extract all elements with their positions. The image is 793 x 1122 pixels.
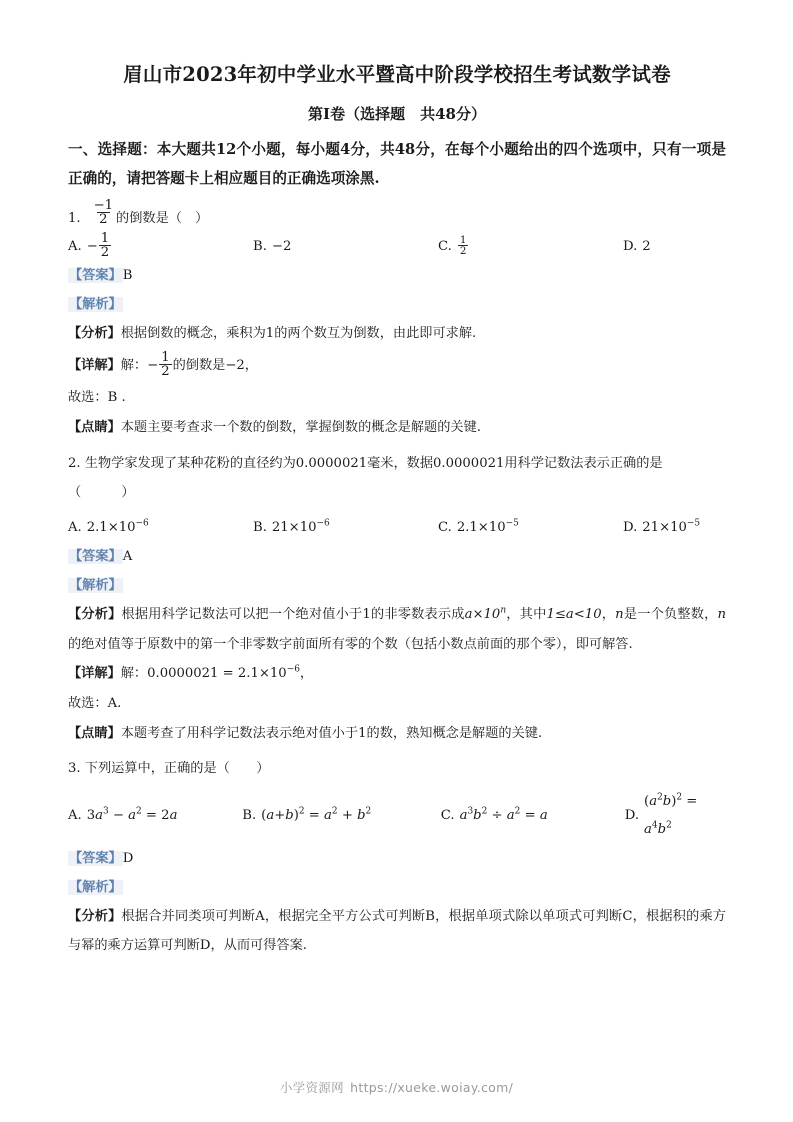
question-3-analysis-label-line xyxy=(68,873,726,902)
question-2-choose xyxy=(68,689,726,719)
option-b-label: B. xyxy=(253,239,267,255)
option-b[interactable] xyxy=(253,233,438,261)
question-2-choose-value: A. xyxy=(107,696,122,712)
option-b[interactable] xyxy=(253,514,438,542)
option-c-value: $2.1\times 10^{-5}$ xyxy=(456,518,519,536)
option-d[interactable] xyxy=(623,233,651,261)
document-body xyxy=(68,0,726,961)
option-a-value: − $\frac{1}{2}$ xyxy=(86,231,110,261)
option-b-value: $21\times 10^{-6}$ xyxy=(271,518,330,536)
question-2-options xyxy=(68,514,726,542)
option-c-label: C. xyxy=(438,520,452,536)
option-c[interactable] xyxy=(438,233,623,261)
question-2-stem xyxy=(68,449,726,479)
option-c-value: $a^3b^2 \div a^2 = a$ xyxy=(459,806,548,823)
option-c-label: C. xyxy=(440,808,455,823)
detail-label: 【详解】 xyxy=(68,357,121,373)
q2-approach-math3: n xyxy=(615,606,624,622)
question-2-blank-paren: （ ） xyxy=(68,485,140,501)
option-c[interactable] xyxy=(438,514,623,542)
question-1-keypoint-text: 本题主要考查求一个数的倒数，掌握倒数的概念是解题的关键. xyxy=(120,420,482,435)
analysis-label: 【解析】 xyxy=(69,297,122,313)
question-2-keypoint-text: 本题考查了用科学记数法表示绝对值小于1的数，熟知概念是解题的关键. xyxy=(120,725,543,741)
question-1-approach xyxy=(68,319,726,349)
q2-approach-p5: 的绝对值等于原数中的第一个非零数字前面所有零的个数（包括小数点前面的那个零），即可解答. xyxy=(68,636,633,652)
question-1-keypoint xyxy=(68,413,726,443)
answer-label: 【答案】 xyxy=(69,850,122,866)
option-a-value: $3a^3 - a^2 = 2a$ xyxy=(86,806,178,823)
question-1-stem-text: 的倒数是（ ） xyxy=(116,211,209,227)
option-d-value: 2 xyxy=(642,239,651,255)
q2-approach-p2: ，其中 xyxy=(506,606,547,622)
question-3-options xyxy=(68,788,726,843)
approach-label: 【分析】 xyxy=(68,908,122,924)
approach-label: 【分析】 xyxy=(68,326,121,342)
answer-label: 【答案】 xyxy=(69,268,122,284)
keypoint-label: 【点睛】 xyxy=(68,420,121,435)
solution-prefix: 解： xyxy=(120,666,148,682)
question-3-approach xyxy=(68,902,726,961)
option-c[interactable] xyxy=(441,802,625,830)
option-a-label: A. xyxy=(68,808,82,823)
footer-url[interactable]: https://xueke.woiay.com/ xyxy=(350,1080,514,1095)
question-1-choose xyxy=(68,383,726,413)
approach-label: 【分析】 xyxy=(68,606,122,622)
question-3-stem xyxy=(68,754,726,784)
question-2-stem-text: 生物学家发现了某种花粉的直径约为0.0000021毫米，数据0.0000021用科学记数法表示正确的是 xyxy=(84,455,663,471)
question-2-keypoint xyxy=(68,719,726,749)
option-d[interactable] xyxy=(625,788,726,843)
question-3-stem-text: 下列运算中，正确的是（ ） xyxy=(84,761,270,777)
q2-approach-p1: 根据用科学记数法可以把一个绝对值小于1的非零数表示成 xyxy=(121,606,465,622)
question-1-stem xyxy=(68,193,726,233)
option-d-label: D. xyxy=(623,239,638,255)
question-1-options xyxy=(68,233,726,261)
q2-detail-exp: −6 xyxy=(286,664,300,675)
question-1-analysis-label-line xyxy=(68,290,726,319)
question-3-answer-value: D xyxy=(122,850,134,866)
option-b[interactable] xyxy=(242,802,440,830)
question-3-answer-line xyxy=(68,844,726,873)
question-2-answer-value: A xyxy=(122,548,133,564)
option-a[interactable] xyxy=(68,802,242,830)
analysis-label: 【解析】 xyxy=(69,879,122,895)
option-a[interactable] xyxy=(68,514,253,542)
q2-detail-math: 0.0000021 = 2.1×10 xyxy=(147,666,287,682)
q2-approach-p3: ， xyxy=(601,606,616,622)
question-3-number: 3. xyxy=(68,761,81,777)
question-1-approach-text: 根据倒数的概念，乘积为1的两个数互为倒数，由此即可求解. xyxy=(120,326,477,342)
option-d[interactable] xyxy=(623,514,700,542)
option-a-label: A. xyxy=(68,520,82,536)
option-d-label: D. xyxy=(624,808,640,823)
question-2-answer-line xyxy=(68,542,726,571)
choose-label: 故选： xyxy=(68,696,108,712)
option-b-value: −2 xyxy=(271,239,292,255)
q2-approach-p4: 是一个负整数， xyxy=(623,606,718,622)
q2-approach-math4: n xyxy=(717,606,727,622)
choose-label: 故选： xyxy=(68,390,108,406)
option-d-value: $21\times 10^{-5}$ xyxy=(642,518,701,536)
question-1-number: 1. xyxy=(68,211,81,227)
option-c-value: $\frac{1}{2}$ xyxy=(459,234,467,258)
q2-detail-tail: ， xyxy=(299,666,314,682)
question-1-detail xyxy=(68,349,726,383)
question-1-detail-text: 的倒数是−2， xyxy=(172,357,258,373)
keypoint-label: 【点睛】 xyxy=(68,725,121,741)
q2-approach-math1-exp: n xyxy=(500,605,507,616)
question-1-answer-value: B xyxy=(122,268,133,284)
option-d-value: $(a^2b)^2 = a^4b^2$ xyxy=(644,792,698,837)
footer-watermark xyxy=(0,1078,793,1096)
option-b-label: B. xyxy=(242,808,257,823)
footer-site-name: 小学资源网 xyxy=(279,1080,344,1095)
option-a[interactable] xyxy=(68,233,253,261)
question-1-detail-fraction: − $\frac{1}{2}$ xyxy=(147,349,170,379)
question-1-answer-line xyxy=(68,261,726,290)
analysis-label: 【解析】 xyxy=(69,577,122,593)
question-1-choose-value: B . xyxy=(107,390,126,406)
question-2-number: 2. xyxy=(68,455,81,471)
option-a-value: $2.1\times 10^{-6}$ xyxy=(86,518,149,536)
option-a-label: A. xyxy=(68,239,82,255)
page-title: 眉山市2023年初中学业水平暨高中阶段学校招生考试数学试卷 xyxy=(123,63,671,86)
detail-label: 【详解】 xyxy=(68,666,121,682)
section-heading: 一、选择题：本大题共12个小题，每小题4分，共48分，在每个小题给出的四个选项中，只有一项是正确的，请把答题卡上相应题目的正确选项涂黑. xyxy=(68,141,726,187)
question-1-fraction: $\frac{-1}{2}$ xyxy=(93,197,114,228)
q2-approach-math1: a×10 xyxy=(464,606,501,622)
question-2-analysis-label-line xyxy=(68,571,726,600)
answer-label: 【答案】 xyxy=(69,548,122,564)
solution-prefix: 解： xyxy=(120,357,148,373)
option-b-label: B. xyxy=(253,520,267,536)
question-2-detail xyxy=(68,659,726,689)
q2-approach-math2: 1≤a<10 xyxy=(546,606,602,622)
page-subtitle: 第I卷（选择题 共48分） xyxy=(308,105,486,124)
option-c-label: C. xyxy=(438,239,452,255)
option-b-value: $(a+b)^2 = a^2 + b^2$ xyxy=(261,806,372,823)
option-d-label: D. xyxy=(623,520,638,536)
question-3-approach-text: 根据合并同类项可判断A，根据完全平方公式可判断B，根据单项式除以单项式可判断C，根据积的乘方与幂的乘方运算可判断D，从而可得答案. xyxy=(68,908,726,954)
question-2-approach xyxy=(68,600,726,659)
question-2-stem-line2 xyxy=(68,478,726,508)
